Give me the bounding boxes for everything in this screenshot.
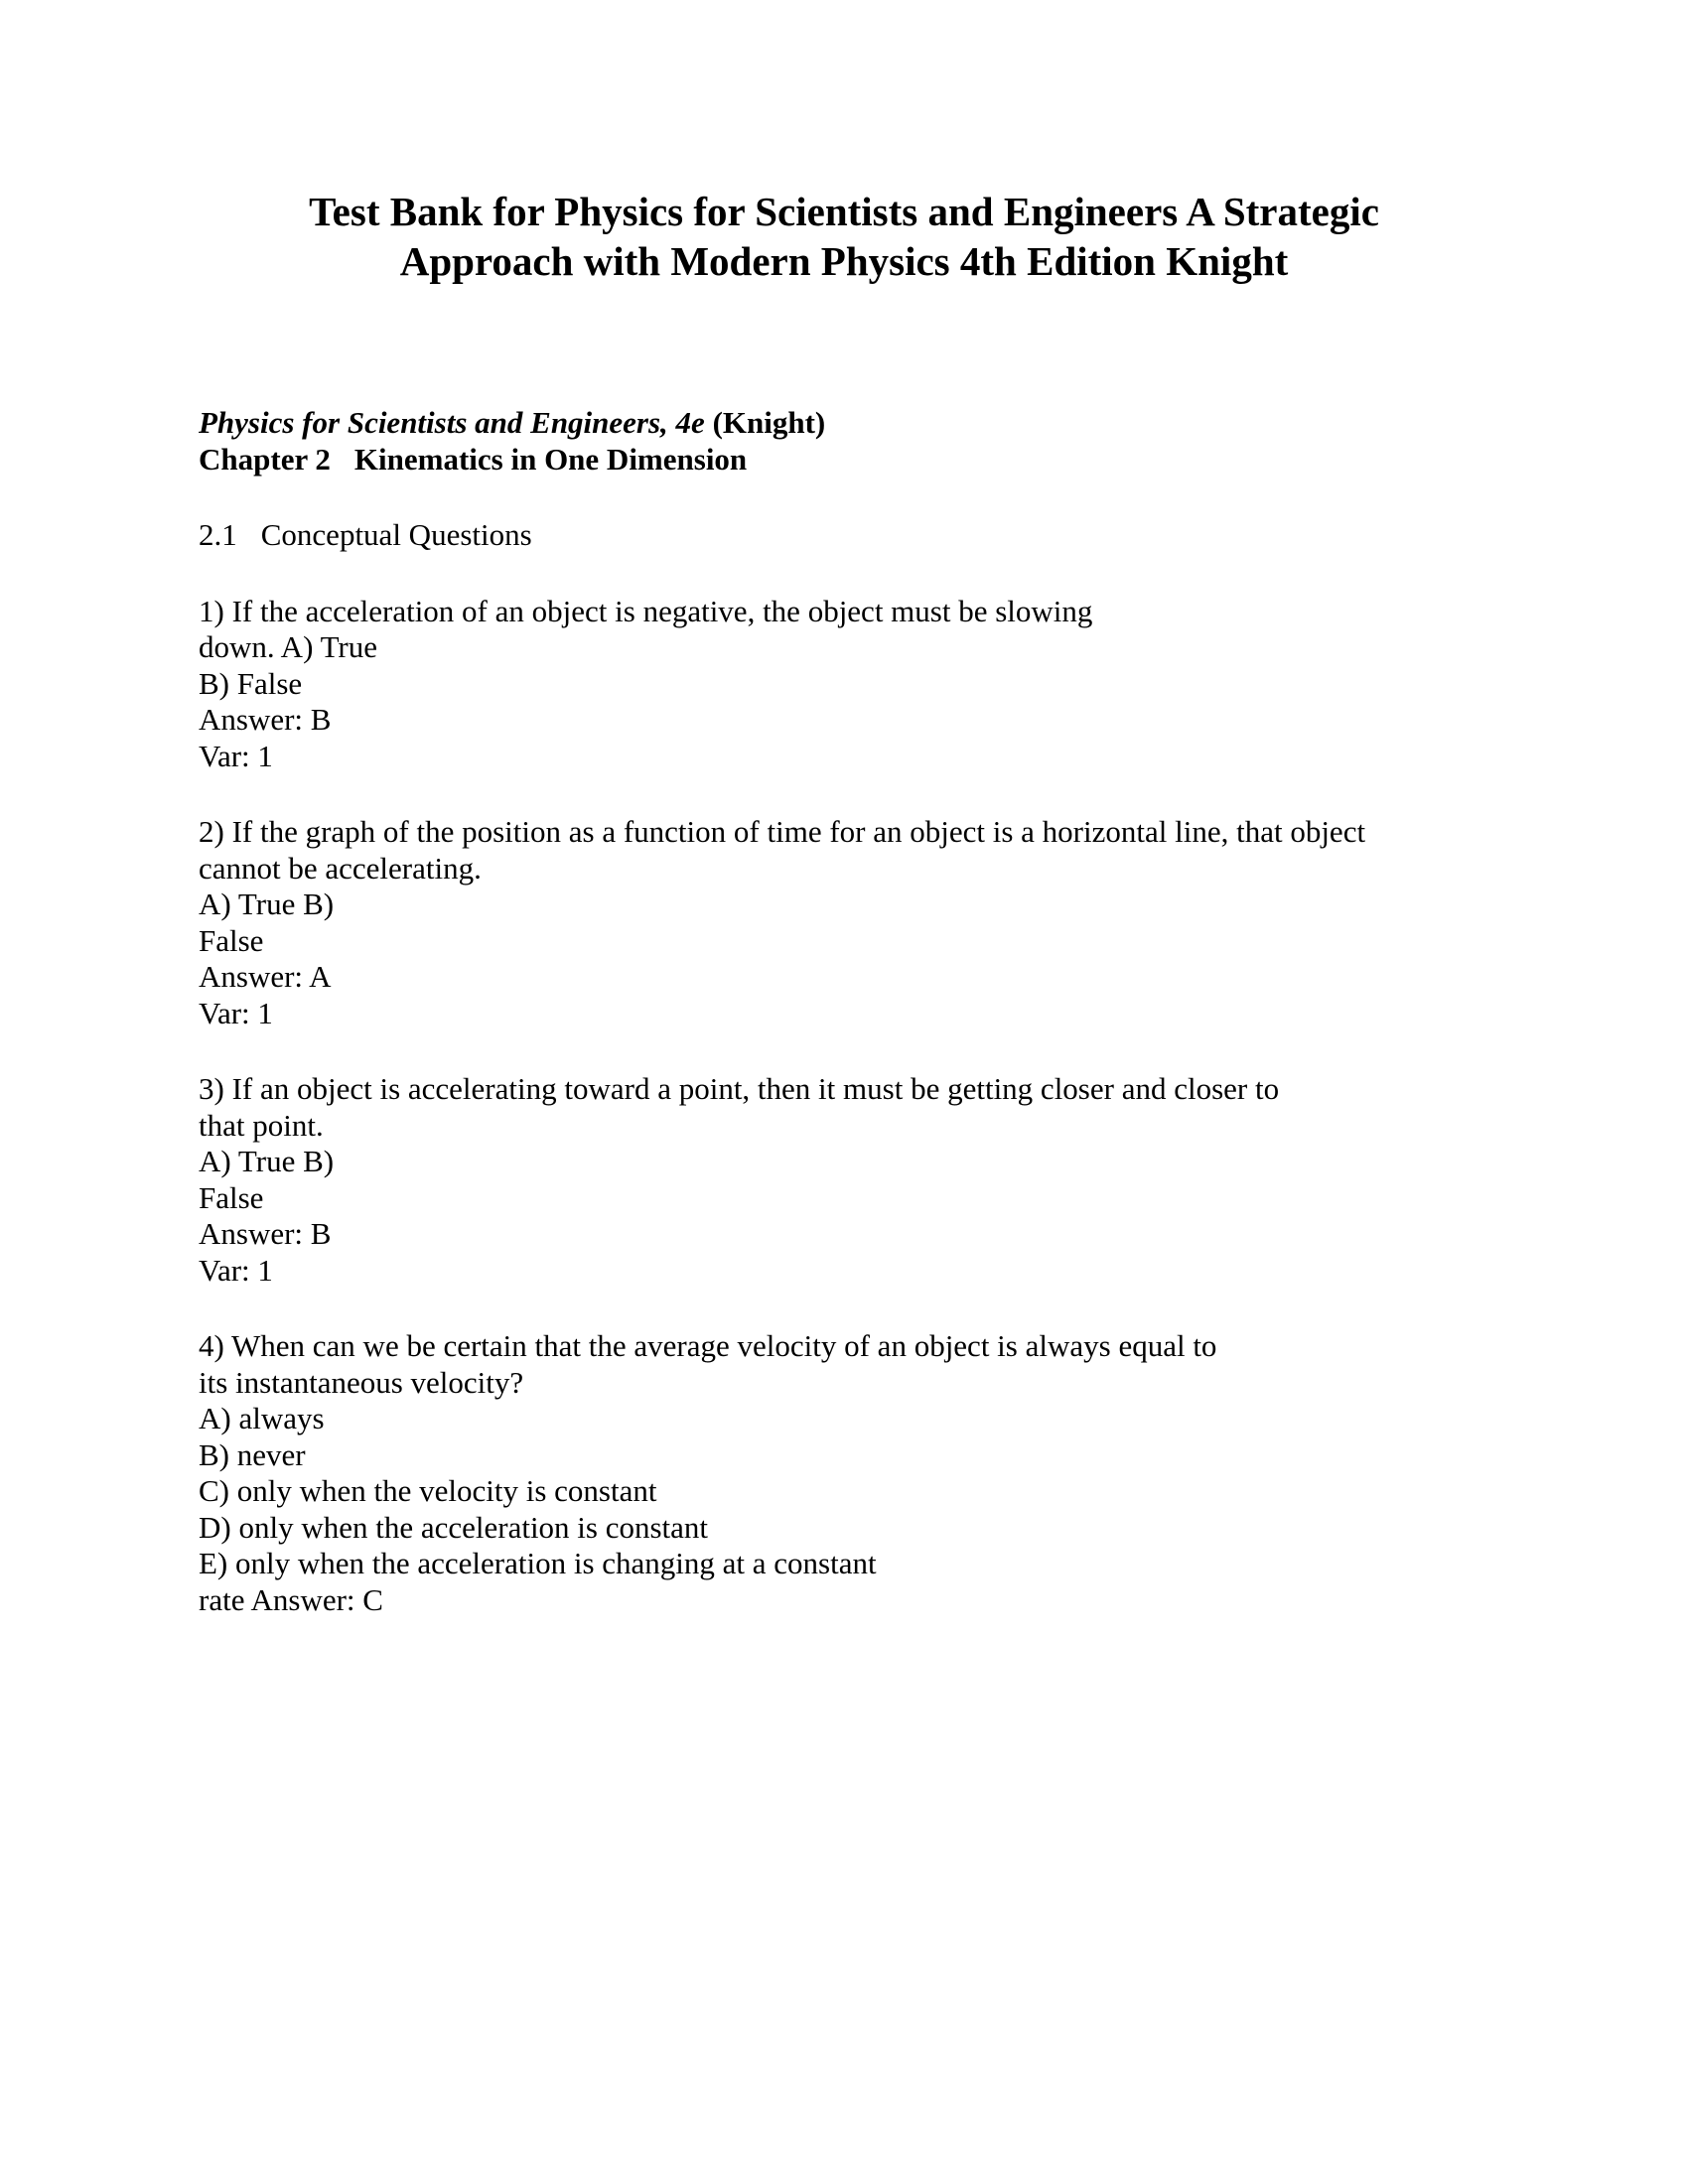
answer-line: Answer: A	[199, 959, 332, 994]
book-reference	[199, 405, 1489, 442]
option-line: C) only when the velocity is constant	[199, 1473, 657, 1508]
document-title	[0, 187, 1688, 286]
question-line: 2) If the graph of the position as a function of time for an object is a horizontal line, that object	[199, 814, 1366, 849]
title-line-1: Test Bank for Physics for Scientists and Engineers A Strategic	[309, 189, 1379, 234]
question-line: its instantaneous velocity?	[199, 1364, 524, 1400]
var-line: Var: 1	[199, 995, 273, 1030]
answer-line: Answer: B	[199, 702, 332, 737]
question-line: False	[199, 922, 264, 958]
question-line: down. A) True	[199, 629, 378, 664]
question-line: 3) If an object is accelerating toward a point, then it must be getting closer and closer to	[199, 1071, 1280, 1106]
title-line-2: Approach with Modern Physics 4th Edition Knight	[399, 238, 1289, 284]
section-number: 2.1	[199, 517, 237, 552]
chapter-number: Chapter 2	[199, 441, 331, 477]
chapter-name: Kinematics in One Dimension	[353, 441, 748, 477]
question-line: False	[199, 1179, 264, 1215]
answer-line: Answer: B	[199, 1216, 332, 1251]
question-line: B) False	[199, 665, 303, 701]
question-4	[199, 1328, 1489, 1618]
section-name: Conceptual Questions	[260, 517, 532, 552]
answer-line: rate Answer: C	[199, 1581, 383, 1617]
var-line: Var: 1	[199, 1252, 273, 1288]
question-3	[199, 1071, 1489, 1289]
section-heading	[199, 517, 1489, 554]
question-line: that point.	[199, 1107, 324, 1143]
book-author: (Knight)	[712, 405, 826, 440]
question-1	[199, 594, 1489, 775]
question-line: A) True B)	[199, 887, 335, 921]
var-line: Var: 1	[199, 738, 273, 773]
question-line: cannot be accelerating.	[199, 850, 482, 886]
option-line: D) only when the acceleration is constant	[199, 1509, 709, 1545]
chapter-heading	[199, 442, 1489, 478]
book-title: Physics for Scientists and Engineers, 4e	[199, 405, 705, 440]
question-line: A) True B)	[199, 1144, 335, 1178]
question-line: 1) If the acceleration of an object is negative, the object must be slowing	[199, 593, 1093, 628]
option-line: E) only when the acceleration is changing at a constant	[199, 1546, 877, 1580]
option-line: B) never	[199, 1436, 306, 1472]
option-line: A) always	[199, 1401, 325, 1435]
document-body	[199, 405, 1489, 1618]
question-line: 4) When can we be certain that the average velocity of an object is always equal to	[199, 1328, 1217, 1363]
question-2	[199, 814, 1489, 1031]
